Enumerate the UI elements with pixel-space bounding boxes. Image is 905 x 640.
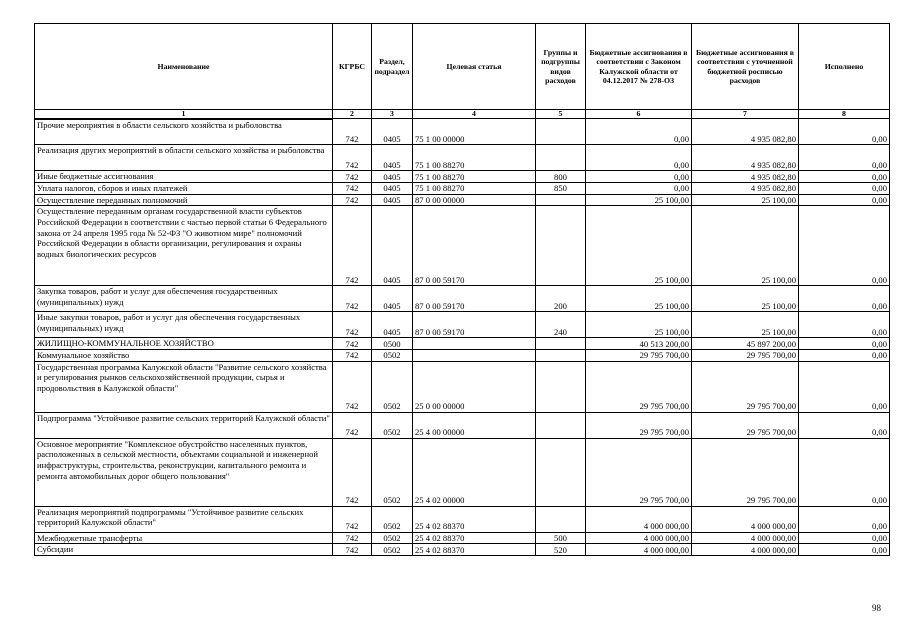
row-target [413,349,536,361]
table-row [35,171,890,183]
row-name: Осуществление переданных полномочий [35,194,333,206]
row-section: 0405 [372,206,413,286]
row-approved: 25 100,00 [586,194,692,206]
row-executed: 0,00 [799,438,890,506]
header-executed: Исполнено [799,24,890,110]
table-row [35,194,890,206]
row-kgrbs: 742 [333,145,372,171]
column-number: 8 [799,110,890,119]
row-kgrbs: 742 [333,544,372,556]
row-group [536,412,586,438]
table-body [35,119,890,556]
row-section: 0405 [372,194,413,206]
row-name: Иные закупки товаров, работ и услуг для обеспечения государственных (муниципальных) нужд [35,312,333,338]
row-group [536,206,586,286]
table-row [35,506,890,532]
row-target: 25 4 02 88370 [413,532,536,544]
row-target: 75 1 00 88270 [413,182,536,194]
row-group [536,349,586,361]
row-section: 0502 [372,349,413,361]
row-executed: 0,00 [799,412,890,438]
row-approved: 4 000 000,00 [586,506,692,532]
row-refined: 4 000 000,00 [692,532,799,544]
row-section: 0405 [372,312,413,338]
row-section: 0502 [372,544,413,556]
table-row [35,532,890,544]
row-group [536,338,586,350]
row-executed: 0,00 [799,349,890,361]
column-number: 2 [333,110,372,119]
header-groups: Группы и подгруппы видов расходов [536,24,586,110]
row-executed: 0,00 [799,182,890,194]
row-refined: 4 000 000,00 [692,506,799,532]
row-group [536,119,586,145]
header-kgrbs: КГРБС [333,24,372,110]
row-approved: 4 000 000,00 [586,532,692,544]
row-kgrbs: 742 [333,119,372,145]
row-group: 200 [536,286,586,312]
row-target: 75 1 00 88270 [413,145,536,171]
row-kgrbs: 742 [333,312,372,338]
row-section: 0405 [372,171,413,183]
row-group: 520 [536,544,586,556]
row-name: Реализация других мероприятий в области сельского хозяйства и рыболовства [35,145,333,171]
row-name: Прочие мероприятия в области сельского хозяйства и рыболовства [35,119,333,145]
row-refined: 29 795 700,00 [692,412,799,438]
row-group [536,194,586,206]
header-target: Целевая статья [413,24,536,110]
header-approved: Бюджетные ассигнования в соответствии с Законом Калужской области от 04.12.2017 № 278-ОЗ [586,24,692,110]
row-group: 240 [536,312,586,338]
row-name: Основное мероприятие "Комплексное обустройство населенных пунктов, расположенных в сельской местности, объектами социальной и инженерной инфраструктуры, строительства, реконструкции, капитального ремонта и ремонта автомобильных дорог общего пользования" [35,438,333,506]
row-executed: 0,00 [799,506,890,532]
table-row [35,349,890,361]
column-number: 6 [586,110,692,119]
table-row [35,544,890,556]
row-approved: 4 000 000,00 [586,544,692,556]
row-section: 0502 [372,361,413,412]
row-refined: 25 100,00 [692,206,799,286]
row-refined: 25 100,00 [692,194,799,206]
row-group [536,506,586,532]
row-approved: 0,00 [586,145,692,171]
row-name: Коммунальное хозяйство [35,349,333,361]
row-section: 0502 [372,506,413,532]
row-section: 0405 [372,119,413,145]
row-name: ЖИЛИЩНО-КОММУНАЛЬНОЕ ХОЗЯЙСТВО [35,338,333,350]
row-kgrbs: 742 [333,286,372,312]
row-kgrbs: 742 [333,361,372,412]
table-row [35,206,890,286]
column-numbers-row [35,110,890,119]
row-kgrbs: 742 [333,532,372,544]
row-executed: 0,00 [799,532,890,544]
row-kgrbs: 742 [333,171,372,183]
row-kgrbs: 742 [333,194,372,206]
header-section: Раздел, подраздел [372,24,413,110]
table-row [35,338,890,350]
row-name: Межбюджетные трансферты [35,532,333,544]
row-target [413,338,536,350]
row-kgrbs: 742 [333,349,372,361]
table-row [35,182,890,194]
row-kgrbs: 742 [333,182,372,194]
row-name: Иные бюджетные ассигнования [35,171,333,183]
row-name: Реализация мероприятий подпрограммы "Устойчивое развитие сельских территорий Калужской области" [35,506,333,532]
row-target: 87 0 00 00000 [413,194,536,206]
row-group: 500 [536,532,586,544]
row-refined: 45 897 200,00 [692,338,799,350]
row-section: 0405 [372,145,413,171]
row-approved: 0,00 [586,119,692,145]
row-approved: 0,00 [586,171,692,183]
row-refined: 4 935 082,80 [692,119,799,145]
row-approved: 25 100,00 [586,286,692,312]
row-kgrbs: 742 [333,206,372,286]
column-number: 5 [536,110,586,119]
table-row [35,286,890,312]
row-target: 87 0 00 59170 [413,286,536,312]
row-refined: 4 935 082,80 [692,145,799,171]
row-executed: 0,00 [799,544,890,556]
row-kgrbs: 742 [333,338,372,350]
budget-table [34,23,890,556]
row-target: 25 4 00 00000 [413,412,536,438]
row-kgrbs: 742 [333,438,372,506]
table-row [35,119,890,145]
row-name: Закупка товаров, работ и услуг для обеспечения государственных (муниципальных) нужд [35,286,333,312]
row-name: Субсидии [35,544,333,556]
row-group [536,438,586,506]
row-kgrbs: 742 [333,506,372,532]
row-executed: 0,00 [799,206,890,286]
row-approved: 29 795 700,00 [586,349,692,361]
row-refined: 29 795 700,00 [692,361,799,412]
row-name: Осуществление переданным органам государственной власти субъектов Российской Федерации в соответствии с частью первой статьи 6 Федерального закона от 24 апреля 1995 года № 52-ФЗ "О животном мире" полномочий Российской Федерации в области организации, регулирования и охраны водных биологических ресурсов [35,206,333,286]
row-target: 25 4 02 88370 [413,544,536,556]
table-row [35,312,890,338]
row-executed: 0,00 [799,171,890,183]
row-target: 25 4 02 88370 [413,506,536,532]
row-approved: 29 795 700,00 [586,412,692,438]
row-name: Уплата налогов, сборов и иных платежей [35,182,333,194]
row-approved: 29 795 700,00 [586,361,692,412]
row-refined: 4 000 000,00 [692,544,799,556]
row-approved: 25 100,00 [586,206,692,286]
header-name: Наименование [35,24,333,110]
row-refined: 25 100,00 [692,286,799,312]
row-group [536,145,586,171]
row-group: 800 [536,171,586,183]
row-refined: 25 100,00 [692,312,799,338]
row-target: 75 1 00 88270 [413,171,536,183]
row-refined: 4 935 082,80 [692,171,799,183]
header-refined: Бюджетные ассигнования в соответствии с уточненной бюджетной росписью расходов [692,24,799,110]
row-section: 0500 [372,338,413,350]
row-approved: 40 513 200,00 [586,338,692,350]
row-section: 0405 [372,182,413,194]
row-target: 25 0 00 00000 [413,361,536,412]
row-target: 87 0 00 59170 [413,312,536,338]
row-kgrbs: 742 [333,412,372,438]
row-section: 0502 [372,438,413,506]
row-approved: 25 100,00 [586,312,692,338]
row-target: 25 4 02 00000 [413,438,536,506]
row-name: Государственная программа Калужской области "Развитие сельского хозяйства и регулирования рынков сельскохозяйственной продукции, сырья и продовольствия в Калужской области" [35,361,333,412]
table-row [35,145,890,171]
row-executed: 0,00 [799,119,890,145]
row-refined: 29 795 700,00 [692,349,799,361]
column-number: 1 [35,110,333,119]
row-executed: 0,00 [799,312,890,338]
row-target: 75 1 00 00000 [413,119,536,145]
column-number: 4 [413,110,536,119]
row-target: 87 0 00 59170 [413,206,536,286]
row-section: 0405 [372,286,413,312]
column-number: 7 [692,110,799,119]
table-row [35,412,890,438]
table-row [35,438,890,506]
row-approved: 29 795 700,00 [586,438,692,506]
row-refined: 29 795 700,00 [692,438,799,506]
table-row [35,361,890,412]
row-name: Подпрограмма "Устойчивое развитие сельских территорий Калужской области" [35,412,333,438]
row-executed: 0,00 [799,145,890,171]
column-number: 3 [372,110,413,119]
row-refined: 4 935 082,80 [692,182,799,194]
row-approved: 0,00 [586,182,692,194]
row-executed: 0,00 [799,338,890,350]
row-executed: 0,00 [799,194,890,206]
row-group: 850 [536,182,586,194]
row-executed: 0,00 [799,361,890,412]
table-header-row [35,24,890,110]
page-number: 98 [872,603,881,613]
row-section: 0502 [372,532,413,544]
row-executed: 0,00 [799,286,890,312]
row-section: 0502 [372,412,413,438]
row-group [536,361,586,412]
